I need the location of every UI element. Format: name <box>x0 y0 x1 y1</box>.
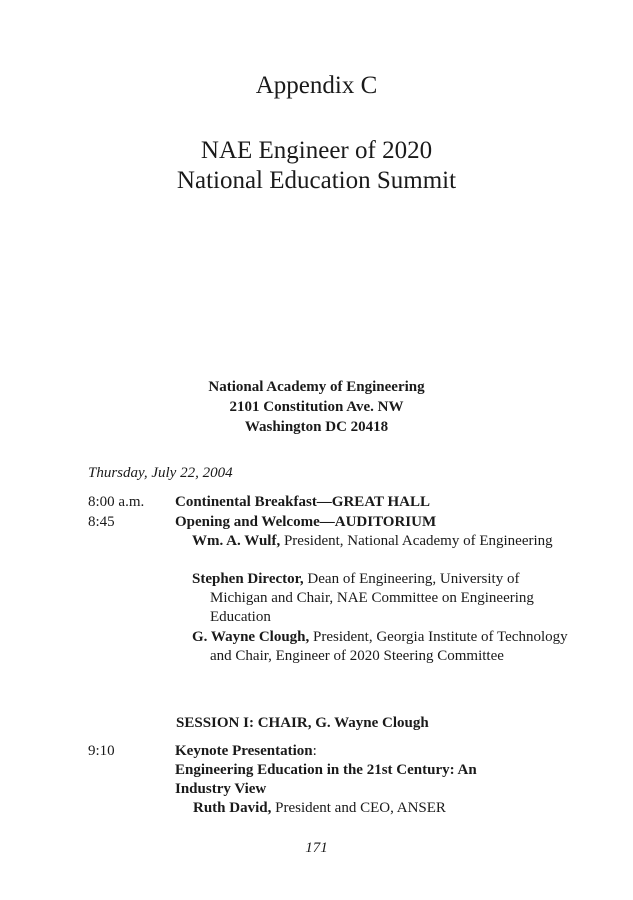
appendix-label: Appendix C <box>255 72 378 99</box>
speaker-role: President, Georgia Institute of Technology and Chair, Engineer of 2020 Steering Committee <box>210 629 568 664</box>
session-heading: SESSION I: CHAIR, G. Wayne Clough <box>176 715 429 731</box>
venue-name: National Academy of Engineering <box>208 379 425 395</box>
title-line-1: NAE Engineer of 2020 <box>200 137 433 164</box>
speaker-role: President and CEO, ANSER <box>275 800 446 816</box>
keynote-speaker <box>175 799 535 818</box>
agenda-time: 8:00 a.m. <box>88 494 145 510</box>
speaker-role: President, National Academy of Engineering <box>283 533 553 549</box>
title-line-2: National Education Summit <box>176 167 457 194</box>
keynote-label: Keynote Presentation <box>175 743 313 759</box>
agenda-time: 9:10 <box>88 743 115 759</box>
speaker-name: Wm. A. Wulf, <box>192 533 281 549</box>
keynote-colon: : <box>312 743 317 759</box>
speaker-entry <box>192 628 570 666</box>
speaker-role: Dean of Engineering, University of Michigan and Chair, NAE Committee on Engineering Education <box>210 571 534 625</box>
agenda-time: 8:45 <box>88 514 115 530</box>
keynote-label-line <box>175 742 535 761</box>
agenda-event: Opening and Welcome—AUDITORIUM <box>175 514 437 530</box>
speaker-entry <box>192 570 570 627</box>
page-number: 171 <box>305 840 328 856</box>
agenda-event: Continental Breakfast—GREAT HALL <box>175 494 431 510</box>
venue-street: 2101 Constitution Ave. NW <box>229 399 404 415</box>
keynote-title: Engineering Education in the 21st Century: An Industry View <box>175 762 477 797</box>
speaker-entry <box>192 532 570 551</box>
speaker-name: Stephen Director, <box>192 571 304 587</box>
keynote-block <box>175 742 535 818</box>
speaker-name: Ruth David, <box>193 800 272 816</box>
event-date: Thursday, July 22, 2004 <box>88 465 233 481</box>
speaker-name: G. Wayne Clough, <box>192 629 310 645</box>
page-title <box>0 136 633 196</box>
venue-city: Washington DC 20418 <box>244 419 389 435</box>
venue-address <box>0 377 633 437</box>
